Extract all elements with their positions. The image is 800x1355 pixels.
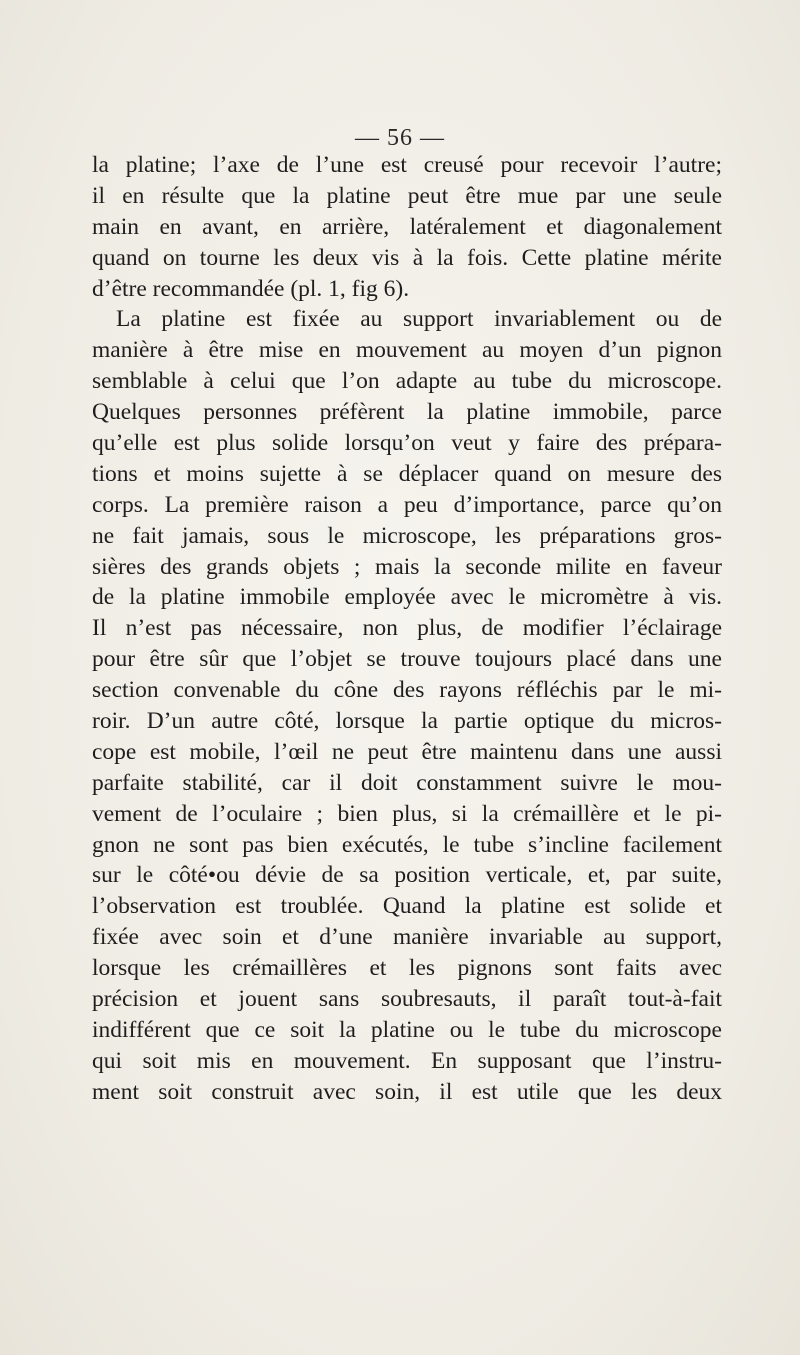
text-line: semblable à celui que l’on adapte au tube du microscope.	[92, 368, 722, 395]
text-line: il en résulte que la platine peut être mue par une seule	[92, 182, 722, 209]
text-line: fixée avec soin et d’une manière invariable au support,	[92, 924, 722, 951]
text-line: de la platine immobile employée avec le micromètre à vis.	[92, 584, 722, 611]
page-number: — 56 —	[355, 125, 445, 151]
text-line: ment soit construit avec soin, il est utile que les deux	[92, 1078, 722, 1105]
text-line: manière à être mise en mouvement au moyen d’un pignon	[92, 337, 722, 364]
text-line: section convenable du cône des rayons réfléchis par le mi-	[92, 677, 722, 704]
text-line: parfaite stabilité, car il doit constamment suivre le mou-	[92, 769, 722, 796]
text-line: gnon ne sont pas bien exécutés, le tube s’incline facilement	[92, 831, 722, 858]
text-line: main en avant, en arrière, latéralement et diagonalement	[92, 213, 722, 240]
text-line: sur le côté•ou dévie de sa position verticale, et, par suite,	[92, 862, 722, 889]
text-line: Quelques personnes préfèrent la platine immobile, parce	[92, 399, 722, 426]
text-line: lorsque les crémaillères et les pignons sont faits avec	[92, 955, 722, 982]
text-line: l’observation est troublée. Quand la platine est solide et	[92, 893, 722, 920]
text-line: Il n’est pas nécessaire, non plus, de modifier l’éclairage	[92, 615, 722, 642]
text-line: vement de l’oculaire ; bien plus, si la crémaillère et le pi-	[92, 800, 722, 827]
body-text	[92, 150, 722, 1108]
text-line: tions et moins sujette à se déplacer quand on mesure des	[92, 460, 722, 487]
text-line: précision et jouent sans soubresauts, il paraît tout-à-fait	[92, 986, 722, 1013]
text-line: qu’elle est plus solide lorsqu’on veut y faire des prépara-	[92, 430, 722, 457]
text-line: ne fait jamais, sous le microscope, les préparations gros-	[92, 522, 722, 549]
text-line: d’être recommandée (pl. 1, fig 6).	[92, 275, 410, 302]
text-line: indifférent que ce soit la platine ou le tube du microscope	[92, 1016, 722, 1043]
text-line: corps. La première raison a peu d’importance, parce qu’on	[92, 491, 722, 518]
text-line: sières des grands objets ; mais la seconde milite en faveur	[92, 553, 722, 580]
text-line: La platine est fixée au support invariablement ou de	[116, 306, 722, 333]
text-line: la platine; l’axe de l’une est creusé pour recevoir l’autre;	[92, 152, 722, 178]
text-line: roir. D’un autre côté, lorsque la partie optique du micros-	[92, 708, 722, 735]
text-line: pour être sûr que l’objet se trouve toujours placé dans une	[92, 646, 722, 673]
text-line: cope est mobile, l’œil ne peut être maintenu dans une aussi	[92, 738, 722, 765]
text-line: quand on tourne les deux vis à la fois. Cette platine mérite	[92, 244, 722, 271]
text-line: qui soit mis en mouvement. En supposant que l’instru-	[92, 1047, 722, 1074]
